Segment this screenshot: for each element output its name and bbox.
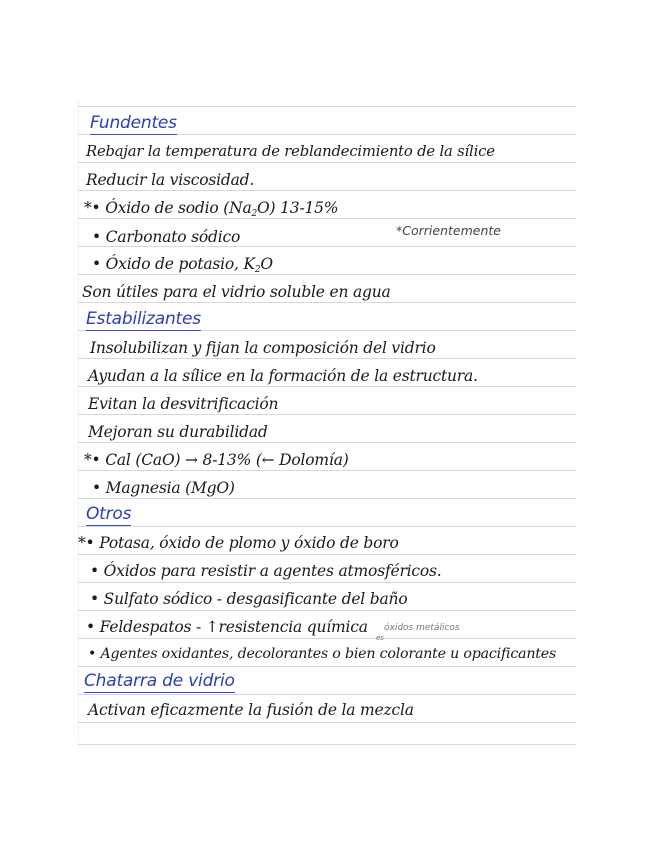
ruled-line: [78, 470, 576, 471]
heading-estabilizantes: Estabilizantes: [86, 309, 201, 329]
heading-otros: Otros: [86, 504, 132, 524]
text-line: Rebajar la temperatura de reblandecimiento de la sílice: [86, 143, 495, 160]
ruled-line: [78, 694, 576, 695]
ruled-line: [78, 722, 576, 723]
ruled-line: [78, 190, 576, 191]
text-line: • Óxidos para resistir a agentes atmosféricos.: [90, 562, 442, 580]
ruled-line: [78, 744, 576, 745]
ruled-line: [78, 554, 576, 555]
ruled-line: [78, 302, 576, 303]
ruled-line: [78, 414, 576, 415]
text-line: • Sulfato sódico - desgasificante del baño: [90, 590, 408, 608]
ruled-line: [78, 498, 576, 499]
text-line: *• Potasa, óxido de plomo y óxido de boro: [78, 534, 399, 552]
text-line: • Feldespatos - ↑resistencia química: [86, 618, 368, 636]
text-line: *• Cal (CaO) → 8-13% (← Dolomía): [84, 451, 349, 469]
ruled-line: [78, 442, 576, 443]
margin-guide: [78, 100, 80, 740]
text-line: Activan eficazmente la fusión de la mezcla: [88, 701, 414, 719]
ruled-line: [78, 358, 576, 359]
heading-chatarra-de-vidrio: Chatarra de vidrio: [84, 671, 235, 691]
text-line: Evitan la desvitrificación: [88, 395, 279, 413]
text-line: Insolubilizan y fijan la composición del vidrio: [90, 339, 436, 357]
text-line: *• Óxido de sodio $(Na_2O)$ 13-15%: [84, 199, 339, 219]
ruled-line: [78, 162, 576, 163]
heading-fundentes: Fundentes: [90, 113, 177, 133]
text-line: • Magnesia (MgO): [92, 479, 235, 497]
text-line: • Carbonato sódico: [92, 228, 241, 246]
ruled-line: [78, 638, 576, 639]
ruled-line: [78, 666, 576, 667]
text-line: Ayudan a la sílice en la formación de la estructura.: [88, 367, 478, 385]
text-line: Son útiles para el vidrio soluble en agua: [82, 283, 391, 301]
side-note-corrientemente: *Corrientemente: [396, 223, 501, 238]
ruled-line: [78, 610, 576, 611]
text-line: Mejoran su durabilidad: [88, 423, 268, 441]
text-line: • Agentes oxidantes, decolorantes o bien colorante u opacificantes: [88, 646, 557, 662]
ruled-line: [78, 246, 576, 247]
note-es: es: [376, 634, 384, 642]
ruled-line: [78, 582, 576, 583]
text-line: Reducir la viscosidad.: [86, 171, 255, 189]
text-line: • Óxido de potasio, $K_2O$: [92, 255, 273, 275]
ruled-line: [78, 386, 576, 387]
ruled-line: [78, 526, 576, 527]
ruled-line: [78, 106, 576, 107]
note-oxidos-metalicos: óxidos metálicos: [384, 623, 460, 633]
